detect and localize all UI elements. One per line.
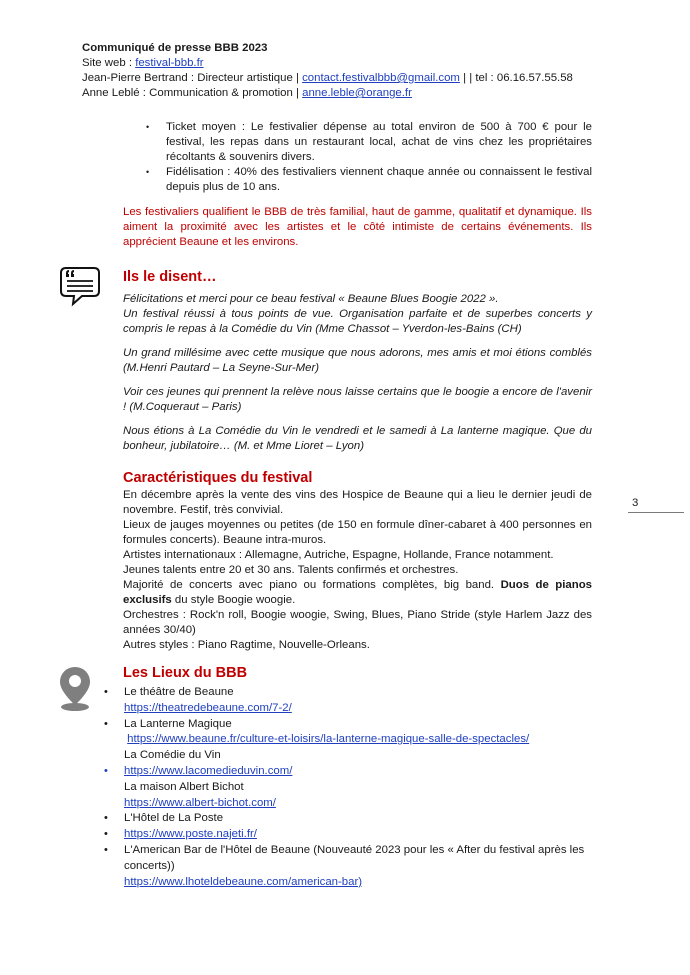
venue-link-lanterne[interactable]: https://www.beaune.fr/culture-et-loisirs/la-lanterne-magique-salle-de-spectacles/ — [127, 733, 530, 746]
bullet: • — [146, 167, 150, 177]
comm-line — [82, 86, 642, 101]
venue-name: La Comédie du Vin — [124, 749, 221, 762]
testimonial-chassot — [123, 292, 592, 337]
website-line — [82, 56, 642, 71]
comm-email-link[interactable]: anne.leble@orange.fr — [302, 87, 412, 99]
director-text: Jean-Pierre Bertrand : Directeur artistique | — [82, 72, 303, 84]
characteristics-venues: Lieux de jauges moyennes ou petites (de 150 en formule dîner-cabaret à 400 personnes en formules concerts). Beaune intra-muros. — [123, 519, 592, 546]
venue-poste-link-row — [104, 827, 604, 843]
website-link[interactable]: festival-bbb.fr — [135, 57, 204, 69]
venue-name: L'Hôtel de La Poste — [124, 812, 224, 825]
comm-text: Anne Leblé : Communication & promotion | — [82, 87, 303, 99]
stats-item-loyalty — [146, 165, 592, 195]
bullet: • — [104, 764, 108, 777]
venue-poste — [104, 811, 604, 827]
testimonial-line: Félicitations et merci pour ce beau festival « Beaune Blues Boogie 2022 ». — [123, 293, 499, 305]
venue-link-poste[interactable]: https://www.poste.najeti.fr/ — [124, 828, 257, 841]
concerts-tail: du style Boogie woogie. — [171, 594, 296, 606]
testimonial-coqueraut: Voir ces jeunes qui prennent la relève nous laisse certains que le boogie a encore de l'avenir ! (M.Coqueraut – Paris) — [123, 386, 592, 413]
map-pin-icon — [58, 665, 92, 713]
testimonial-pautard: Un grand millésime avec cette musique que nous adorons, mes amis et moi étions comblés (M.Henri Pautard – La Seyne-Sur-Mer) — [123, 347, 592, 374]
testimonial-line: Un festival réussi à tous points de vue. Organisation parfaite et de superbes concerts y compris le repas à la Comédie du Vin (Mme Chassot – Yverdon-les-Bains (CH) — [123, 308, 592, 335]
venue-theatre — [104, 685, 604, 717]
characteristics-concerts — [123, 578, 592, 608]
stats-list — [146, 120, 592, 195]
venue-link-comedie[interactable]: https://www.lacomedieduvin.com/ — [124, 764, 293, 777]
venue-name: L'American Bar de l'Hôtel de Beaune (Nouveauté 2023 pour les « After du festival après les concerts)) — [124, 843, 585, 872]
concerts-text: Majorité de concerts avec piano ou formations complètes, big band. — [123, 579, 501, 591]
press-header — [82, 41, 642, 101]
characteristics-talents: Jeunes talents entre 20 et 30 ans. Talents confirmés et orchestres. — [123, 564, 459, 576]
characteristics-styles: Autres styles : Piano Ragtime, Nouvelle-Orleans. — [123, 639, 370, 651]
venue-lanterne — [104, 717, 604, 749]
characteristics-timing: En décembre après la vente des vins des Hospice de Beaune qui a lieu le dernier jeudi de novembre. Festif, très convivial. — [123, 489, 592, 516]
venue-link-american-bar[interactable]: https://www.lhoteldebeaune.com/american-bar) — [124, 875, 363, 888]
venues-heading: Les Lieux du BBB — [123, 665, 248, 681]
director-phone: | | tel : 06.16.57.55.58 — [459, 72, 573, 84]
highlight-paragraph: Les festivaliers qualifient le BBB de très familial, haut de gamme, qualitatif et dynamique. Ils aiment la proximité avec les artistes et le côté intimiste de certains événements. Ils apprécient Beaune et les environs. — [123, 206, 592, 248]
venue-american-bar — [104, 843, 604, 890]
director-line — [82, 71, 642, 86]
bullet: • — [104, 812, 108, 825]
press-title: Communiqué de presse BBB 2023 — [82, 42, 268, 54]
venue-link-bichot[interactable]: https://www.albert-bichot.com/ — [124, 796, 276, 809]
bullet: • — [146, 122, 150, 132]
characteristics-artists: Artistes internationaux : Allemagne, Autriche, Espagne, Hollande, France notamment. — [123, 549, 554, 561]
venue-name: Le théâtre de Beaune — [124, 686, 234, 698]
testimonials-list — [123, 292, 592, 454]
page-number-rule — [628, 512, 684, 513]
venue-link-theatre[interactable]: https://theatredebeaune.com/7-2/ — [124, 701, 292, 714]
director-email-link[interactable]: contact.festivalbbb@gmail.com — [302, 72, 460, 84]
page-number: 3 — [632, 497, 639, 509]
stats-text: Ticket moyen : Le festivalier dépense au total environ de 500 à 700 € pour le festival, les repas dans un restaurant local, achat de vins chez les propriétaires récoltants & souvenirs divers. — [166, 121, 592, 163]
characteristics-heading: Caractéristiques du festival — [123, 470, 313, 486]
stats-text: Fidélisation : 40% des festivaliers viennent chaque année ou connaissent le festival depuis plus de 10 ans. — [166, 166, 592, 193]
testimonial-lioret: Nous étions à La Comédie du Vin le vendredi et le samedi à La lanterne magique. Que du bonheur, jubilatoire… (M. et Mme Lioret – Lyon) — [123, 425, 592, 452]
bullet: • — [104, 843, 108, 856]
venue-comedie-name — [104, 748, 604, 764]
testimonials-heading: Ils le disent… — [123, 269, 217, 285]
concerts-bold: Duos de pianos exclusifs — [123, 579, 592, 606]
stats-item-ticket — [146, 120, 592, 165]
bullet: • — [104, 686, 108, 698]
bullet: • — [104, 717, 108, 730]
website-label: Site web : — [82, 57, 136, 69]
characteristics-body — [123, 488, 592, 653]
venues-list — [104, 685, 604, 890]
characteristics-orchestras: Orchestres : Rock'n roll, Boogie woogie, Swing, Blues, Piano Stride (style Harlem Jazz des années 30/40) — [123, 609, 592, 636]
venue-name: La Lanterne Magique — [124, 717, 232, 730]
speech-bubble-quote-icon — [56, 265, 102, 307]
venue-comedie — [104, 764, 604, 811]
venue-name: La maison Albert Bichot — [124, 780, 244, 793]
bullet: • — [104, 828, 108, 841]
